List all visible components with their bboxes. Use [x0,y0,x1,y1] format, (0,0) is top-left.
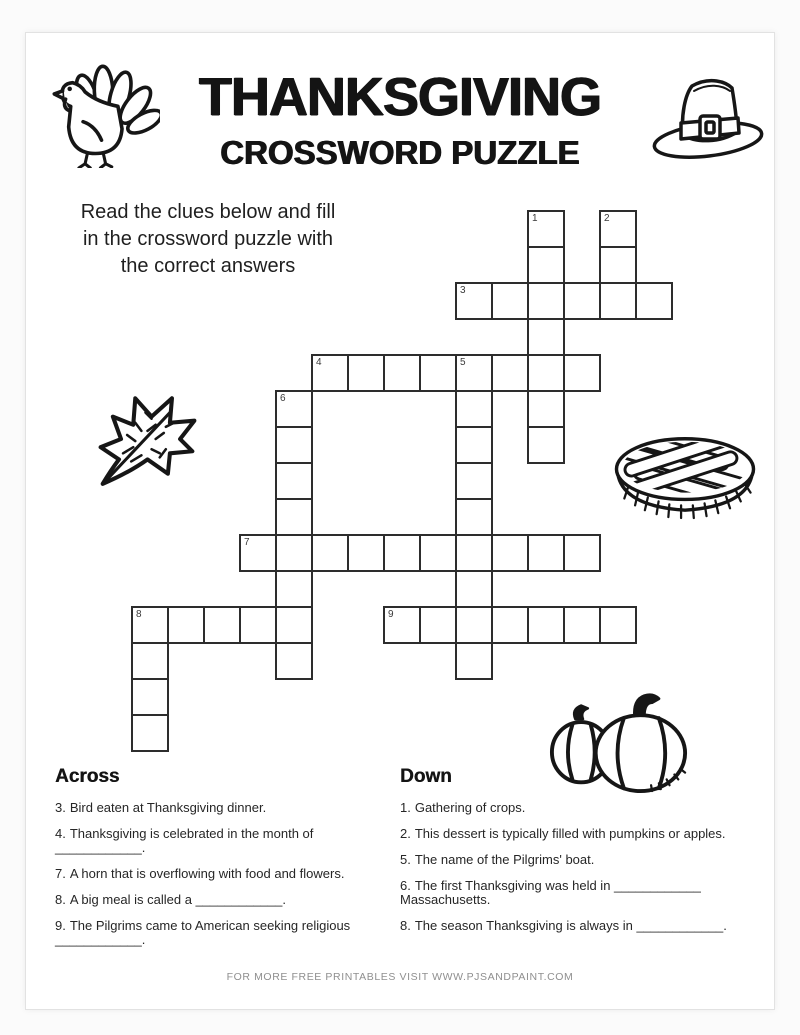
clue-down-5 [400,853,760,867]
clue-number: 7. [55,866,66,881]
crossword-cell[interactable] [311,534,349,572]
crossword-cell[interactable] [131,678,169,716]
crossword-cell[interactable] [275,606,313,644]
clue-number: 8. [55,892,66,907]
crossword-cell[interactable] [131,606,169,644]
crossword-cell[interactable] [599,210,637,248]
instructions-line: in the crossword puzzle with [82,228,334,250]
cell-number: 5 [460,357,466,368]
crossword-cell[interactable] [563,282,601,320]
cell-number: 9 [388,609,394,620]
crossword-cell[interactable] [527,246,565,284]
clue-number: 2. [400,826,411,841]
autumn-leaf-icon [88,382,206,492]
crossword-cell[interactable] [563,354,601,392]
clue-across-4 [55,827,390,855]
crossword-cell[interactable] [419,606,457,644]
crossword-cell[interactable] [347,354,385,392]
crossword-cell[interactable] [527,282,565,320]
crossword-grid [131,210,675,754]
instructions-line: Read the clues below and fill [80,201,336,223]
down-section [400,766,760,945]
crossword-cell[interactable] [131,642,169,680]
clue-text: Gathering of crops. [414,800,526,815]
cell-number: 8 [136,609,142,620]
clue-text: The Pilgrims came to American seeking religious ____________. [55,918,351,947]
clue-text: The season Thanksgiving is always in ____________. [414,918,727,933]
crossword-cell[interactable] [275,498,313,536]
clue-across-9 [55,919,390,947]
crossword-cell[interactable] [455,642,493,680]
crossword-cell[interactable] [383,606,421,644]
page-subtitle: CROSSWORD PUZZLE [220,134,580,171]
crossword-cell[interactable] [203,606,241,644]
clue-text: Thanksgiving is celebrated in the month of ____________. [55,826,314,855]
cell-number: 2 [604,213,610,224]
crossword-cell[interactable] [491,282,529,320]
crossword-cell[interactable] [563,534,601,572]
crossword-cell[interactable] [491,534,529,572]
crossword-cell[interactable] [383,354,421,392]
crossword-cell[interactable] [563,606,601,644]
crossword-cell[interactable] [455,354,493,392]
cell-number: 1 [532,213,538,224]
cell-number: 6 [280,393,286,404]
crossword-cell[interactable] [275,642,313,680]
crossword-cell[interactable] [239,606,277,644]
crossword-cell[interactable] [383,534,421,572]
crossword-cell[interactable] [455,390,493,428]
lattice-pie-icon [602,428,768,520]
clue-number: 8. [400,918,411,933]
crossword-cell[interactable] [491,354,529,392]
clue-text: Bird eaten at Thanksgiving dinner. [69,800,267,815]
crossword-cell[interactable] [635,282,673,320]
cell-number: 4 [316,357,322,368]
crossword-cell[interactable] [311,354,349,392]
crossword-cell[interactable] [419,354,457,392]
cell-number: 7 [244,537,250,548]
crossword-cell[interactable] [239,534,277,572]
crossword-cell[interactable] [455,534,493,572]
crossword-cell[interactable] [527,390,565,428]
crossword-cell[interactable] [527,318,565,356]
clue-text: The name of the Pilgrims' boat. [414,852,595,867]
crossword-cell[interactable] [599,606,637,644]
crossword-cell[interactable] [275,426,313,464]
crossword-cell[interactable] [527,210,565,248]
clue-number: 3. [55,800,66,815]
crossword-cell[interactable] [527,534,565,572]
clue-down-8 [400,919,760,933]
crossword-cell[interactable] [455,462,493,500]
footer-credit: FOR MORE FREE PRINTABLES VISIT WWW.PJSANDPAINT.COM [226,971,574,983]
crossword-cell[interactable] [167,606,205,644]
cell-number: 3 [460,285,466,296]
crossword-cell[interactable] [491,606,529,644]
clue-down-2 [400,827,760,841]
clue-number: 5. [400,852,411,867]
clue-text: This dessert is typically filled with pumpkins or apples. [414,826,726,841]
clue-text: A horn that is overflowing with food and flowers. [69,866,345,881]
crossword-cell[interactable] [527,354,565,392]
crossword-cell[interactable] [131,714,169,752]
clue-number: 4. [55,826,66,841]
clue-text: A big meal is called a ____________. [69,892,286,907]
crossword-cell[interactable] [275,390,313,428]
crossword-cell[interactable] [419,534,457,572]
crossword-cell[interactable] [275,462,313,500]
clue-across-3 [55,801,390,815]
crossword-cell[interactable] [527,426,565,464]
crossword-cell[interactable] [455,570,493,608]
page-title: THANKSGIVING [198,67,602,127]
across-heading: Across [55,766,120,787]
crossword-cell[interactable] [275,570,313,608]
clue-down-1 [400,801,760,815]
clue-number: 9. [55,918,66,933]
crossword-cell[interactable] [275,534,313,572]
crossword-cell[interactable] [455,606,493,644]
clue-down-6 [400,879,760,907]
across-section [55,766,390,959]
clue-number: 1. [400,800,411,815]
down-heading: Down [400,766,452,787]
clue-text: The first Thanksgiving was held in ____________ Massachusetts. [400,878,701,907]
crossword-cell[interactable] [527,606,565,644]
crossword-cell[interactable] [599,282,637,320]
clue-number: 6. [400,878,411,893]
crossword-cell[interactable] [455,498,493,536]
crossword-cell[interactable] [455,426,493,464]
clue-across-8 [55,893,390,907]
crossword-cell[interactable] [599,246,637,284]
clue-across-7 [55,867,390,881]
instructions-line: the correct answers [120,255,296,277]
crossword-cell[interactable] [347,534,385,572]
crossword-cell[interactable] [455,282,493,320]
